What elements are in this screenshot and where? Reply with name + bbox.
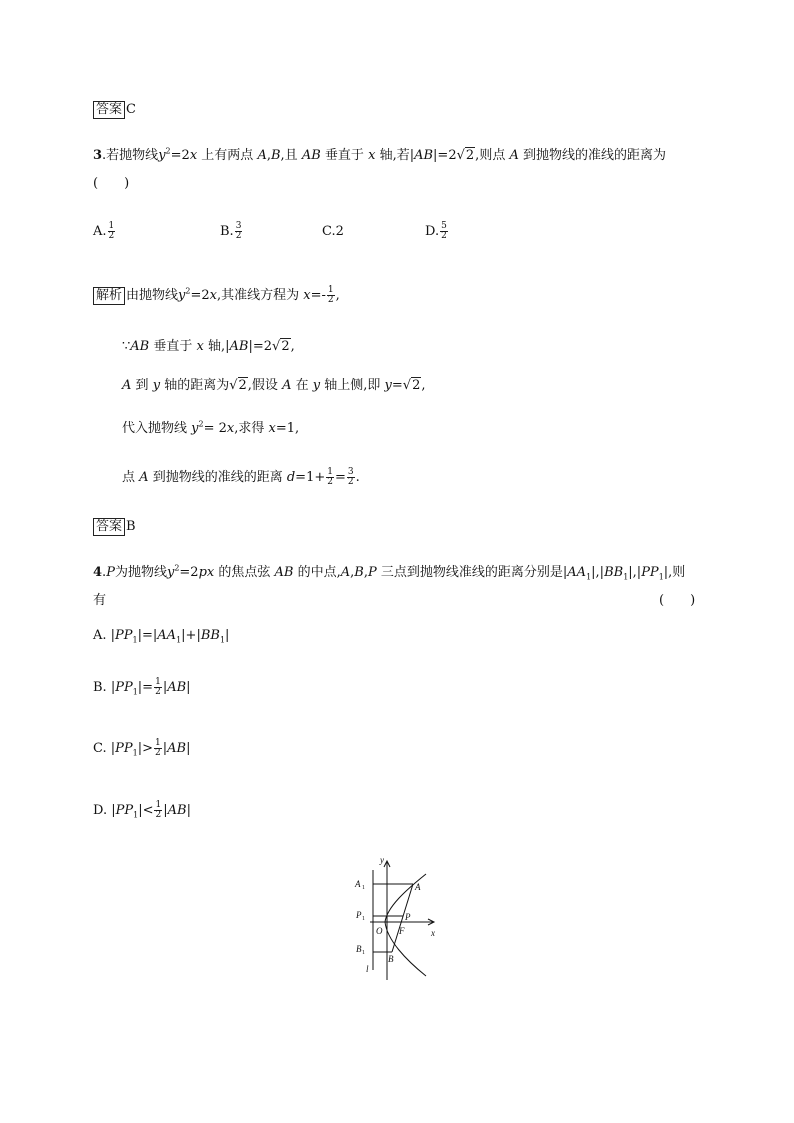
q3-analysis-line3: A 到 y 轴的距离为√2,假设 A 在 y 轴上侧,即 y=√2,	[122, 378, 426, 393]
q3-option-b	[220, 222, 243, 241]
analysis-text: 由抛物线	[126, 288, 179, 303]
q4-option-c: C. $|PP_1|>$ $\frac{1}{2}$ |AB|	[93, 738, 191, 758]
answer-tag: 答案	[93, 101, 125, 119]
analysis-text: 在	[295, 378, 309, 393]
q3-text: 垂直于	[324, 148, 364, 163]
q3-text: 则点	[479, 148, 506, 163]
label-b: B	[388, 954, 394, 964]
q3-text: 到抛物线的准线的距离为	[523, 148, 667, 163]
label-a: A	[415, 882, 421, 892]
parabola-figure	[340, 852, 450, 984]
option-label: B.	[220, 224, 234, 239]
option-label: D.	[425, 224, 440, 239]
q3-answer	[93, 518, 136, 536]
q3-option-a	[93, 222, 116, 241]
analysis-text: 轴上侧,即	[324, 378, 381, 393]
q3-stem-line1: 3.若抛物线$y^2=2x$ 上有两点 A,B,且 AB 垂直于 x 轴,若|AB|=2√2,则点 A 到抛物线的准线的距离为	[93, 146, 667, 163]
q3-text: .若抛物线	[102, 148, 159, 163]
q4-option-b: B. $|PP_1|=$ $\frac{1}{2}$ |AB|	[93, 677, 191, 697]
analysis-tag: 解析	[93, 287, 125, 305]
fraction: $\frac{5}{2}$	[441, 221, 447, 241]
label-b1-sub: 1	[362, 950, 365, 956]
label-p1: P	[356, 910, 362, 920]
q3-option-d	[425, 222, 449, 241]
q3-analysis-line2: ∵AB 垂直于 x 轴,|AB|=2√2,	[122, 339, 295, 354]
q4-number: 4	[93, 565, 103, 580]
q4-blank: ( )	[659, 593, 696, 608]
label-p: P	[405, 912, 411, 922]
fraction: $\frac{1}{2}$	[108, 221, 115, 241]
analysis-text: 到	[135, 378, 149, 393]
q3-analysis-line4: 代入抛物线 $y^2= 2x$,求得 x=1,	[122, 419, 300, 436]
x-axis-label: x	[431, 928, 435, 938]
q4-text: ,则	[668, 565, 686, 580]
q4-text: 三点到抛物线准线的距离分别是	[380, 565, 563, 580]
analysis-text: ,假设	[247, 378, 278, 393]
q4-option-d: D. $|PP_1|<$ $\frac{1}{2}$ |AB|	[93, 800, 191, 820]
fraction: $\frac{3}{2}$	[235, 221, 242, 241]
q3-text: ,且	[280, 148, 298, 163]
y-axis-label: y	[380, 855, 384, 865]
q3-number: 3	[93, 148, 103, 163]
prev-answer	[93, 101, 136, 119]
analysis-text: 到抛物线的准线的距离	[152, 470, 283, 485]
answer-tag: 答案	[93, 518, 125, 536]
label-a1: A	[355, 879, 361, 889]
q4-text: 的焦点弦	[218, 565, 271, 580]
q3-analysis-line1: 解析 由抛物线$y^2=2x$,其准线方程为 x=- $\frac{1}{2}$ ,	[93, 284, 340, 305]
q3-analysis-line5: 点 A 到抛物线的准线的距离 d=1+ $\frac{1}{2}$ = $\frac{3}{2}$ .	[122, 467, 360, 487]
option-label: A.	[93, 628, 107, 643]
q3-text: 上有两点	[201, 148, 254, 163]
q3-text: 轴,若	[379, 148, 410, 163]
option-label: B.	[93, 680, 107, 695]
option-label: D.	[93, 803, 108, 818]
q4-text: 为抛物线	[114, 565, 167, 580]
q4-stem-line2: 有	[93, 593, 107, 608]
analysis-text: 轴,	[208, 339, 226, 354]
option-value: 2	[335, 224, 344, 239]
analysis-text: 垂直于	[153, 339, 193, 354]
label-a1-sub: 1	[362, 885, 365, 891]
analysis-text: ,其准线方程为	[217, 288, 300, 303]
q3-blank: ( )	[93, 176, 130, 191]
option-label: C.	[322, 224, 336, 239]
analysis-text: 代入抛物线	[122, 421, 188, 436]
answer-value: C	[126, 102, 136, 117]
q4-text: 的中点,	[297, 565, 341, 580]
label-o: O	[376, 926, 383, 936]
analysis-text: 点	[122, 470, 136, 485]
answer-value: B	[126, 519, 136, 534]
label-f: F	[399, 926, 405, 936]
label-b1: B	[356, 944, 362, 954]
option-label: C.	[93, 741, 107, 756]
q3-option-c	[322, 224, 344, 239]
analysis-text: ∵	[122, 339, 131, 354]
q4-option-a: A. $|PP_1|=|AA_1|+|BB_1|$	[93, 628, 230, 645]
analysis-text: ,求得	[234, 421, 265, 436]
label-p1-sub: 1	[362, 916, 365, 922]
q4-stem-line1: 4.P为抛物线$y^2=2px$ 的焦点弦 AB 的中点,A,B,P 三点到抛物线准线的距离分别是$|AA_1|,|BB_1|,|PP_1|$,则	[93, 563, 686, 582]
option-label: A.	[93, 224, 107, 239]
label-l: l	[366, 964, 369, 974]
analysis-text: 轴的距离为	[164, 378, 230, 393]
